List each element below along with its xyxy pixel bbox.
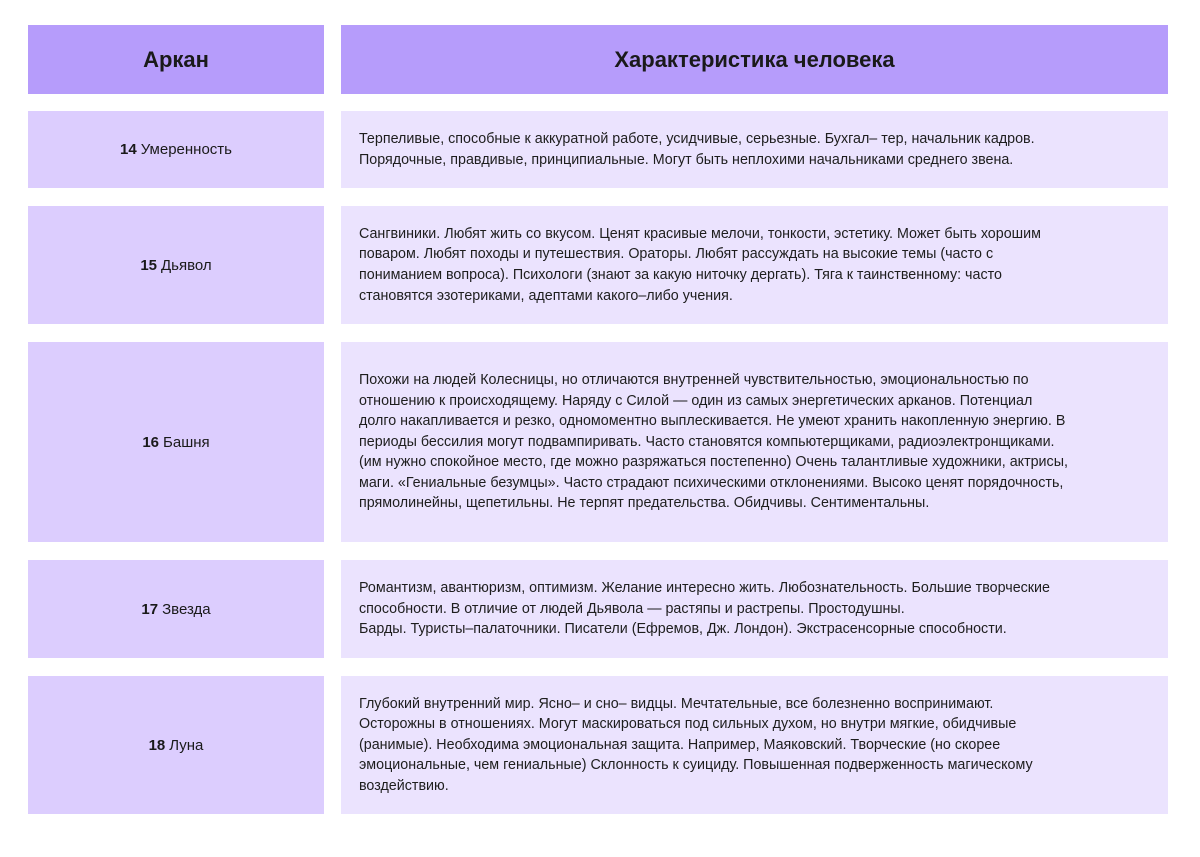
description-cell-17: [341, 560, 1168, 658]
arcana-name: Башня: [163, 433, 210, 451]
header-arcana-label: Аркан: [143, 46, 209, 72]
header-arcana: [28, 25, 324, 94]
arcana-cell-18: [28, 676, 324, 814]
arcana-name: Звезда: [162, 600, 211, 618]
arcana-cell-17: [28, 560, 324, 658]
arcana-cell-15: [28, 206, 324, 324]
arcana-name: Луна: [169, 736, 204, 754]
description-cell-16: [341, 342, 1168, 542]
description-text: Романтизм, авантюризм, оптимизм. Желание интересно жить. Любознательность. Большие творческие способности. В отличие от людей Дьявола — растяпы и растрепы. Простодушны. Барды. Туристы–палаточники. Писатели (Ефремов, Дж. Лондон). Экстрасенсорные способности.: [359, 580, 1050, 638]
arcana-number: 18: [148, 736, 166, 754]
description-cell-15: [341, 206, 1168, 324]
arcana-name: Умеренность: [140, 141, 232, 158]
arcana-name: Дьявол: [161, 256, 212, 274]
description-text: Терпеливые, способные к аккуратной работе, усидчивые, серьезные. Бухгал– тер, начальник кадров. Порядочные, правдивые, принципиальные. Могут быть неплохими начальниками среднего звена.: [359, 130, 1035, 168]
header-description-label: Характеристика человека: [614, 46, 895, 72]
arcana-number: 16: [142, 433, 160, 451]
description-text: Похожи на людей Колесницы, но отличаются внутренней чувствительностью, эмоциональностью по отношению к происходящему. Наряду с Силой — один из самых энергетических арканов. Потенциал долго накапливается и резко, одномоментно выплескивается. Не умеют хранить накопленную энергию. В периоды бессилия могут подвампиривать. Часто становятся компьютерщиками, радиоэлектронщиками. (им нужно спокойное место, где можно разряжаться постепенно) Очень талантливые художники, актрисы, маги. «Гениальные безумцы». Часто страдают психическими отклонениями. Высоко ценят порядочность, прямолинейны, щепетильны. Не терпят предательства. Обидчивы. Сентиментальны.: [359, 371, 1068, 512]
arcana-cell-14: [28, 111, 324, 188]
description-cell-18: [341, 676, 1168, 814]
arcana-number: 15: [140, 256, 157, 274]
description-text: Глубокий внутренний мир. Ясно– и сно– видцы. Мечтательные, все болезненно воспринимают. Осторожны в отношениях. Могут маскироваться под сильных духом, но внутри мягкие, обидчивые (ранимые). Необходима эмоциональная защита. Например, Маяковский. Творческие (но скорее эмоциональные, чем гениальные) Склонность к суициду. Повышенная подверженность магическому воздействию.: [359, 695, 1033, 794]
arcana-number: 14: [120, 141, 137, 158]
description-text: Сангвиники. Любят жить со вкусом. Ценят красивые мелочи, тонкости, эстетику. Может быть хорошим поваром. Любят походы и путешествия. Ораторы. Любят рассуждать на высокие темы (часто с пониманием вопроса). Психологи (знают за какую ниточку дергать). Тяга к таинственному: часто становятся эзотериками, адептами какого–либо учения.: [359, 225, 1041, 304]
arcana-cell-16: [28, 342, 324, 542]
header-description: [341, 25, 1168, 94]
description-cell-14: [341, 111, 1168, 188]
arcana-number: 17: [141, 600, 159, 618]
